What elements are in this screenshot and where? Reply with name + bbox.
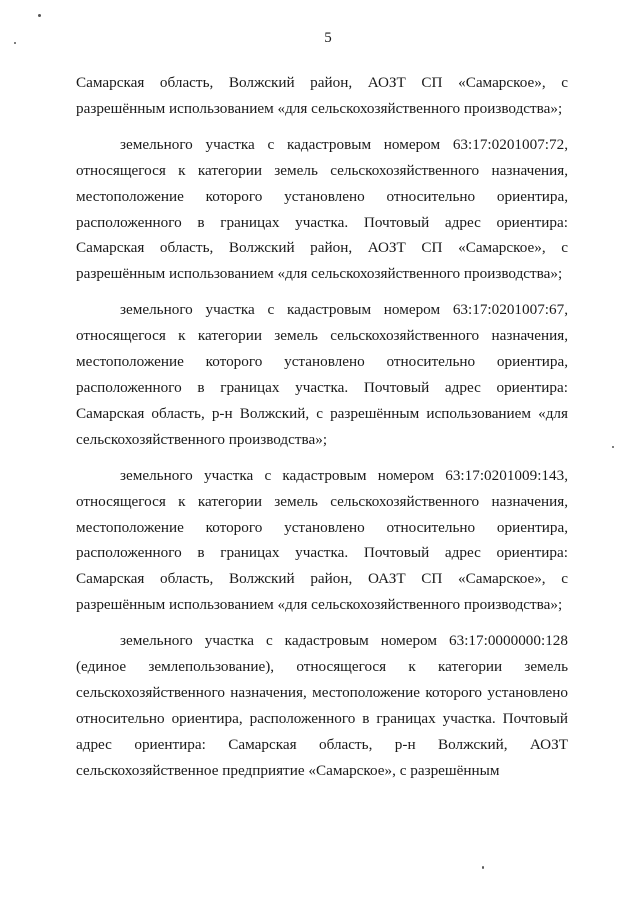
paragraph: Самарская область, Волжский район, АОЗТ СП «Самарское», с разрешённым использованием «для сельскохозяйственного производства»; (76, 74, 568, 117)
page-number: 5 (324, 30, 332, 46)
scan-speck (482, 866, 484, 869)
scan-speck (38, 14, 41, 17)
paragraph: земельного участка с кадастровым номером 63:17:0201009:143, относящегося к категории земель сельскохозяйственного назначения, местоположение которого установлено относительно ориентира, расположенного в границах участка. Почтовый адрес ориентира: Самарская область, Волжский район, ОАЗТ СП «Самарское», с разрешённым использованием «для сельскохозяйственного производства»; (76, 466, 568, 614)
paragraph: земельного участка с кадастровым номером 63:17:0201007:67, относящегося к категории земель сельскохозяйственного назначения, местоположение которого установлено относительно ориентира, расположенного в границах участка. Почтовый адрес ориентира: Самарская область, р-н Волжский, с разрешённым использованием «для сельскохозяйственного производства»; (76, 301, 568, 448)
paragraph: земельного участка с кадастровым номером 63:17:0000000:128 (единое землепользование), относящегося к категории земель сельскохозяйственного назначения, местоположение которого установлено относительно ориентира, расположенного в границах участка. Почтовый адрес ориентира: Самарская область, р-н Волжский, АОЗТ сельскохозяйственное предприятие «Самарское», с разрешённым (76, 632, 568, 779)
document-body (76, 70, 568, 784)
paragraph: земельного участка с кадастровым номером 63:17:0201007:72, относящегося к категории земель сельскохозяйственного назначения, местоположение которого установлено относительно ориентира, расположенного в границах участка. Почтовый адрес ориентира: Самарская область, Волжский район, АОЗТ СП «Самарское», с разрешённым использованием «для сельскохозяйственного производства»; (76, 135, 568, 283)
scan-speck (612, 446, 614, 448)
